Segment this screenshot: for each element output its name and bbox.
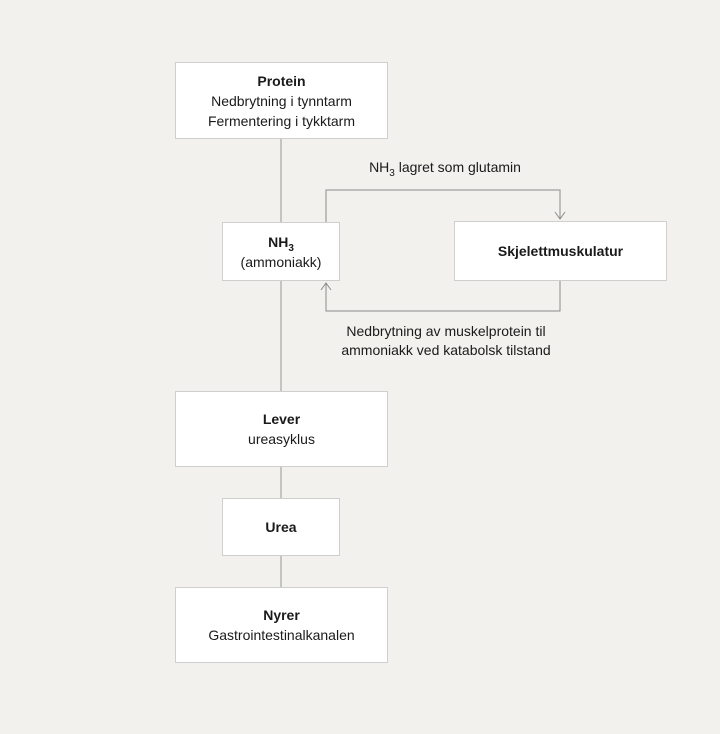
kidney-node	[175, 587, 388, 663]
nh3-line: (ammoniakk)	[240, 253, 322, 270]
urea-node	[222, 498, 340, 556]
nh3-title: $NH_3$	[268, 233, 294, 254]
muscle-title: Skjelettmuskulatur	[497, 243, 624, 259]
edge-label-from-muscle-line-2: ammoniakk ved katabolsk tilstand	[341, 342, 551, 358]
liver-node	[175, 391, 388, 467]
urea-title: Urea	[265, 519, 297, 535]
edge-label-from-muscle-line-1: Nedbrytning av muskelprotein til	[346, 323, 546, 339]
edge-label-to-muscle: $NH_3$ lagret som glutamin	[369, 159, 521, 179]
protein-title: Protein	[257, 72, 306, 89]
protein-node	[175, 62, 388, 139]
protein-line-2: Fermentering i tykktarm	[207, 112, 356, 129]
liver-title: Lever	[262, 411, 301, 427]
nh3-node	[222, 222, 340, 281]
liver-line: ureasyklus	[248, 431, 315, 447]
kidney-title: Nyrer	[263, 607, 300, 623]
arrow-muscle-to-nh3	[326, 281, 560, 311]
edge-label-from-muscle	[316, 322, 576, 360]
muscle-node	[454, 221, 667, 281]
protein-line-1: Nedbrytning i tynntarm	[211, 92, 352, 109]
kidney-line: Gastrointestinalkanalen	[208, 627, 355, 643]
arrow-nh3-to-muscle	[326, 190, 560, 222]
